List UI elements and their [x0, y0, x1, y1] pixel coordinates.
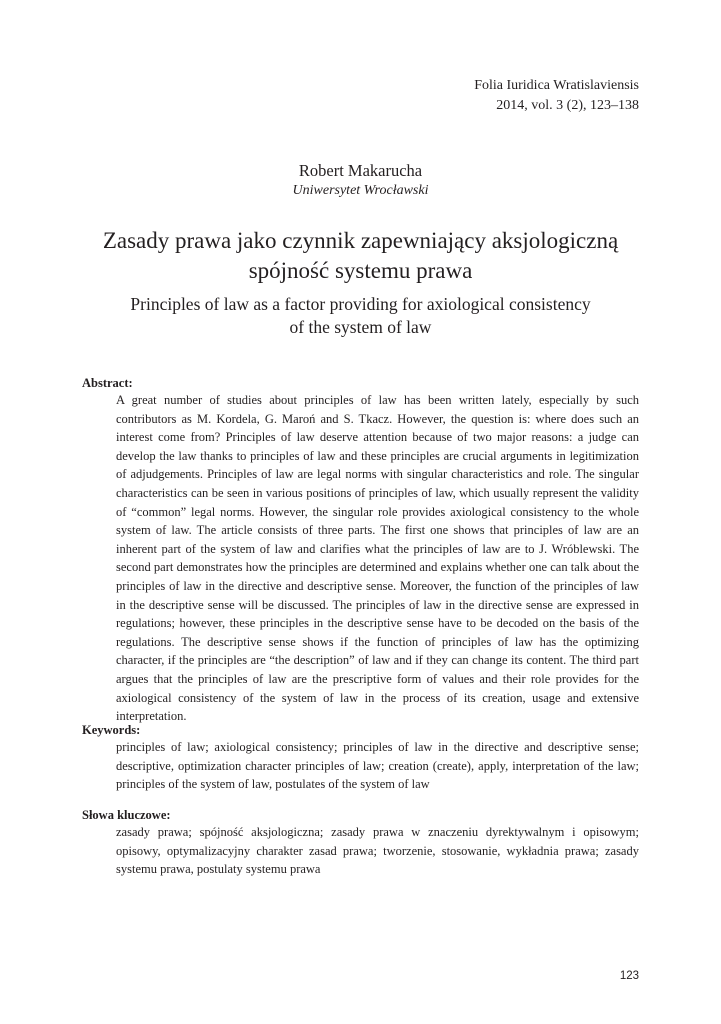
- title-polish-line-2: spójność systemu prawa: [248, 258, 473, 283]
- slowa-kluczowe-text: zasady prawa; spójność aksjologiczna; zasady prawa w znaczeniu dyrektywalnym i opisowym; opisowy, optymalizacyjny charakter zasad prawa; tworzenie, stosowanie, wykładnia prawa; zasady systemu prawa, postulaty systemu prawa: [116, 825, 639, 877]
- abstract-section: [82, 375, 639, 726]
- journal-issue: 2014, vol. 3 (2), 123–138: [496, 98, 639, 113]
- title-polish: [0, 226, 721, 286]
- keywords-heading: Keywords:: [82, 723, 141, 737]
- title-english-line-2: of the system of law: [289, 317, 432, 337]
- slowa-kluczowe-heading: Słowa kluczowe:: [82, 808, 171, 822]
- author-name: Robert Makarucha: [298, 161, 423, 180]
- abstract-text: A great number of studies about principles of law has been written lately, especially by such contributors as M. Kordela, G. Maroń and S. Tkacz. However, the question is: where does such an interest come from? Principles of law deserve attention because of two major reasons: a judge can develop the law thanks to principles of law and these principles are crucial arguments in legitimization of adjudgements. Principles of law are legal norms with singular characteristics and role. The singular characteristics can be seen in various positions of principles of law, which usually represent the validity of “common” legal norms. However, the singular role provides axiological consistency to the whole system of law. The article consists of three parts. The first one shows that principles of law are an inherent part of the system of law and clarifies what the principles of law are to J. Wróblewski. The second part demonstrates how the principles are determined and explains whether one can talk about the principles of law in the directive and descriptive sense. Moreover, the function of the principles of law in the descriptive sense will be discussed. The principles of law in the directive sense are expressed in regulations; however, these principles in the descriptive sense have to be decoded on the basis of the regulations. The descriptive sense shows if the function of principles of law has the optimizing character, if the principles are “the description” of law and if they can change its content. The third part argues that the principles of law are the prescriptive form of values and their role provides for the axiological consistency of the system of law in the process of its creation, usage and extensive interpretation.: [116, 393, 639, 724]
- journal-info: [474, 76, 639, 116]
- keywords-text: principles of law; axiological consistency; principles of law in the directive and descriptive sense; descriptive, optimization character principles of law; creation (create), apply, interpretation of the law; principles of the system of law, postulates of the system of law: [116, 740, 639, 792]
- title-english: [0, 293, 721, 339]
- author-block: [0, 160, 721, 200]
- abstract-heading: Abstract:: [82, 376, 133, 390]
- journal-name: Folia Iuridica Wratislaviensis: [474, 78, 639, 93]
- keywords-section: [82, 722, 639, 794]
- page-number: 123: [619, 970, 639, 982]
- slowa-kluczowe-section: [82, 807, 639, 879]
- title-polish-line-1: Zasady prawa jako czynnik zapewniający aksjologiczną: [102, 228, 619, 253]
- title-english-line-1: Principles of law as a factor providing for axiological consistency: [130, 294, 591, 314]
- author-affiliation: Uniwersytet Wrocławski: [292, 183, 429, 198]
